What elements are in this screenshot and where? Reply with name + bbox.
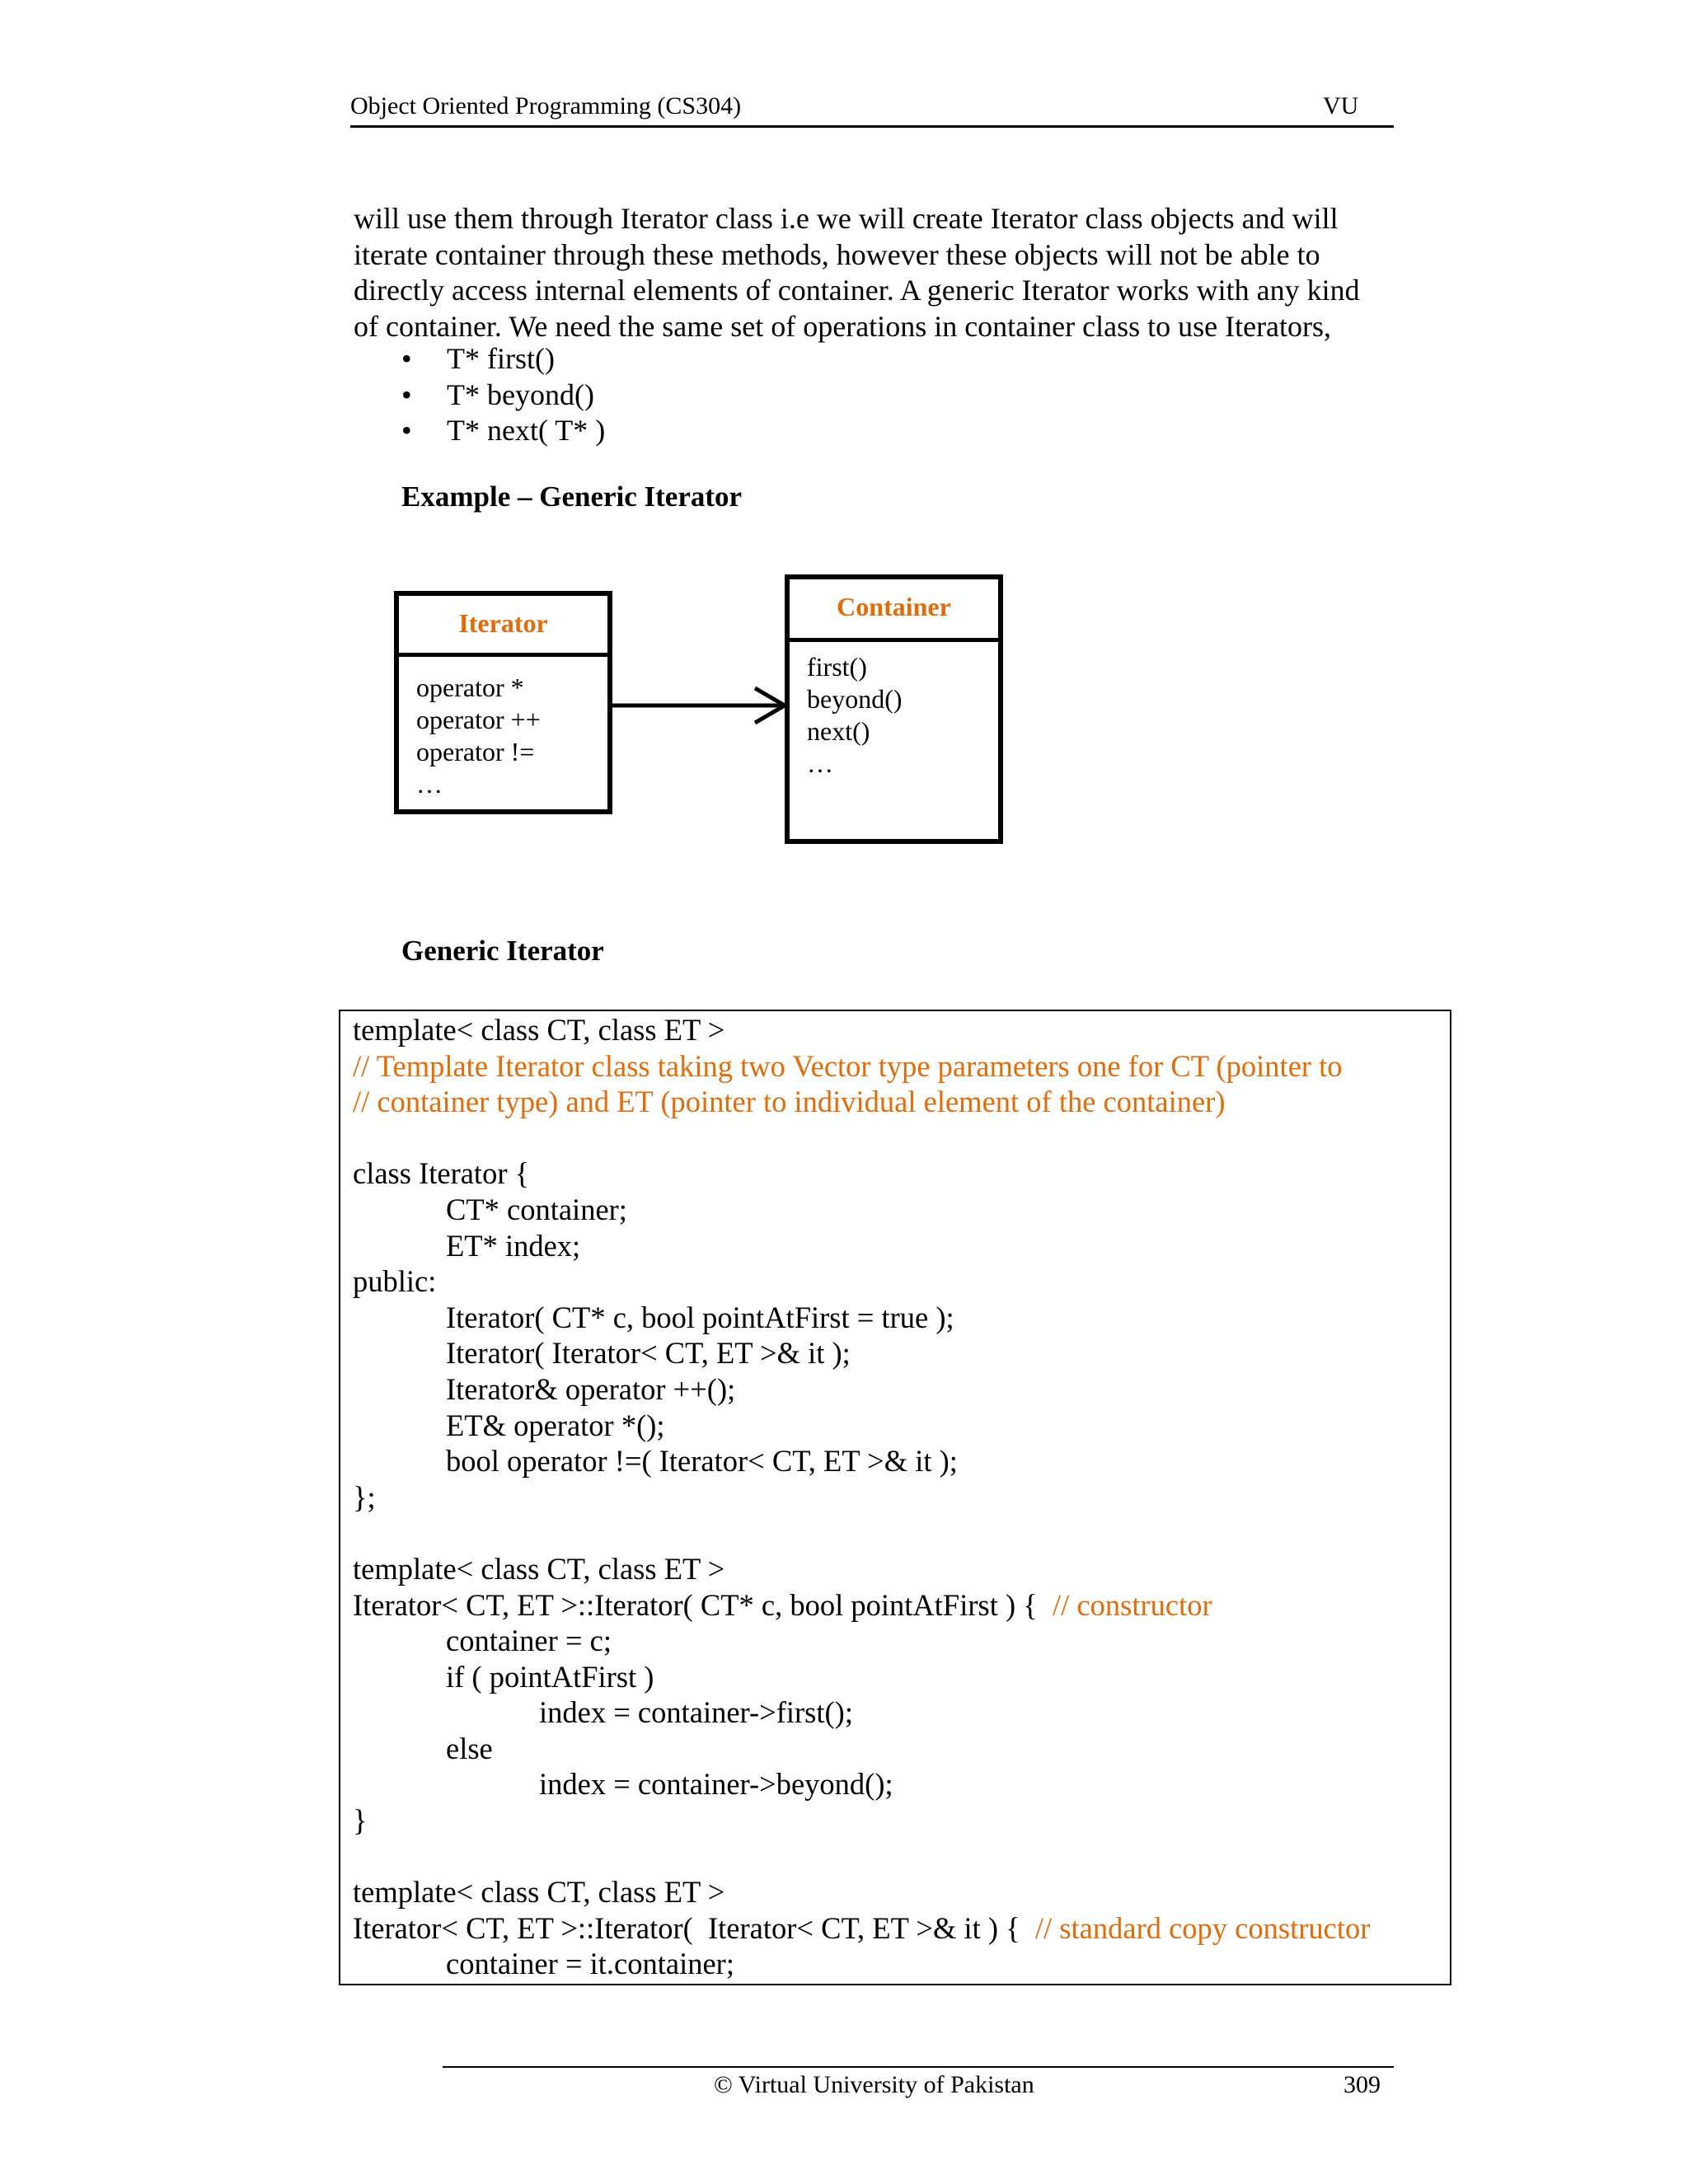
code-text: Iterator< CT, ET >::Iterator( CT* c, bool pointAtFirst ) { (353, 1587, 1053, 1622)
bullet-icon: • (401, 342, 412, 375)
code-comment: // container type) and ET (pointer to individual element of the container) (353, 1085, 1226, 1119)
code-text: container = it.container; (446, 1947, 734, 1981)
code-text: Iterator( CT* c, bool pointAtFirst = true ); (446, 1300, 954, 1334)
header-institution: VU (1323, 92, 1359, 120)
code-line (353, 1587, 1441, 1624)
code-line (353, 1300, 1441, 1336)
code-line (353, 1443, 1441, 1479)
code-line (353, 1874, 1441, 1910)
code-line (353, 1910, 1441, 1947)
intro-line: directly access internal elements of container. A generic Iterator works with any kind (354, 274, 1360, 307)
code-text: container = c; (446, 1624, 612, 1658)
code-line (353, 1192, 1441, 1228)
list-item: operator * (416, 673, 524, 702)
list-item: … (807, 748, 833, 778)
code-comment: // Template Iterator class taking two Vector type parameters one for CT (pointer to (353, 1048, 1343, 1083)
list-item: operator ++ (416, 705, 541, 734)
list-item: next() (807, 716, 870, 746)
code-line (353, 1623, 1441, 1659)
code-text: template< class CT, class ET > (353, 1013, 725, 1047)
code-line (353, 1731, 1441, 1767)
code-line (353, 1659, 1441, 1695)
code-line (353, 1335, 1441, 1371)
list-item-text: T* first() (447, 342, 555, 375)
intro-line: will use them through Iterator class i.e we will create Iterator class objects and will (354, 202, 1339, 235)
code-line (353, 1839, 1441, 1875)
container-box-title: Container (837, 592, 951, 621)
code-line (353, 1408, 1441, 1444)
code-text: template< class CT, class ET > (353, 1551, 725, 1586)
header-course: Object Oriented Programming (CS304) (350, 92, 742, 120)
code-text: bool operator !=( Iterator< CT, ET >& it ); (446, 1444, 958, 1479)
page-number: 309 (1343, 2071, 1381, 2098)
code-line (353, 1515, 1441, 1551)
code-line (353, 1946, 1441, 1982)
bullet-icon: • (401, 414, 412, 447)
code-line (353, 1263, 1441, 1300)
code-text: else (446, 1731, 493, 1765)
code-text: if ( pointAtFirst ) (446, 1659, 654, 1694)
intro-line: of container. We need the same set of operations in container class to use Iterators, (354, 309, 1332, 343)
code-line (353, 1120, 1441, 1156)
code-line (353, 1479, 1441, 1516)
code-text: index = container->beyond(); (539, 1767, 893, 1802)
code-comment: // constructor (1053, 1587, 1212, 1622)
code-text: Iterator( Iterator< CT, ET >& it ); (446, 1336, 851, 1371)
intro-line: iterate container through these methods, however these objects will not be able to (354, 237, 1320, 271)
code-text: CT* container; (446, 1192, 627, 1226)
code-text: } (353, 1803, 368, 1838)
bullet-icon: • (401, 377, 412, 411)
code-text: ET* index; (446, 1228, 581, 1263)
code-line (353, 1084, 1441, 1120)
code-comment: // standard copy constructor (1034, 1910, 1371, 1945)
code-text: public: (353, 1264, 437, 1299)
code-text: ET& operator *(); (446, 1408, 665, 1442)
list-item: operator != (416, 737, 535, 766)
code-text: }; (353, 1479, 376, 1514)
code-line (353, 1155, 1441, 1192)
example-heading: Example – Generic Iterator (401, 480, 743, 513)
code-line (353, 1551, 1441, 1587)
code-line (353, 1371, 1441, 1408)
code-text: Iterator< CT, ET >::Iterator( Iterator< CT, ET >& it ) { (353, 1910, 1035, 1945)
code-line (353, 1228, 1441, 1264)
code-heading: Generic Iterator (401, 935, 604, 967)
code-line (353, 1048, 1441, 1085)
code-line (353, 1012, 1441, 1048)
list-item: … (416, 769, 443, 799)
iterator-box-title: Iterator (458, 608, 548, 638)
code-text: Iterator& operator ++(); (446, 1371, 736, 1406)
footer-rule (443, 2066, 1394, 2068)
list-item-text: T* beyond() (447, 377, 594, 411)
list-item: first() (807, 652, 867, 682)
code-text: template< class CT, class ET > (353, 1875, 725, 1910)
code-line (353, 1694, 1441, 1731)
code-line (353, 1766, 1441, 1802)
code-text: index = container->first(); (539, 1695, 853, 1730)
list-item-text: T* next( T* ) (447, 414, 606, 447)
association-arrow (0, 0, 1688, 907)
list-item: beyond() (807, 684, 903, 714)
footer-copyright: © Virtual University of Pakistan (714, 2071, 1034, 2098)
code-line (353, 1802, 1441, 1839)
code-listing (353, 1012, 1441, 1982)
code-text: class Iterator { (353, 1156, 530, 1191)
